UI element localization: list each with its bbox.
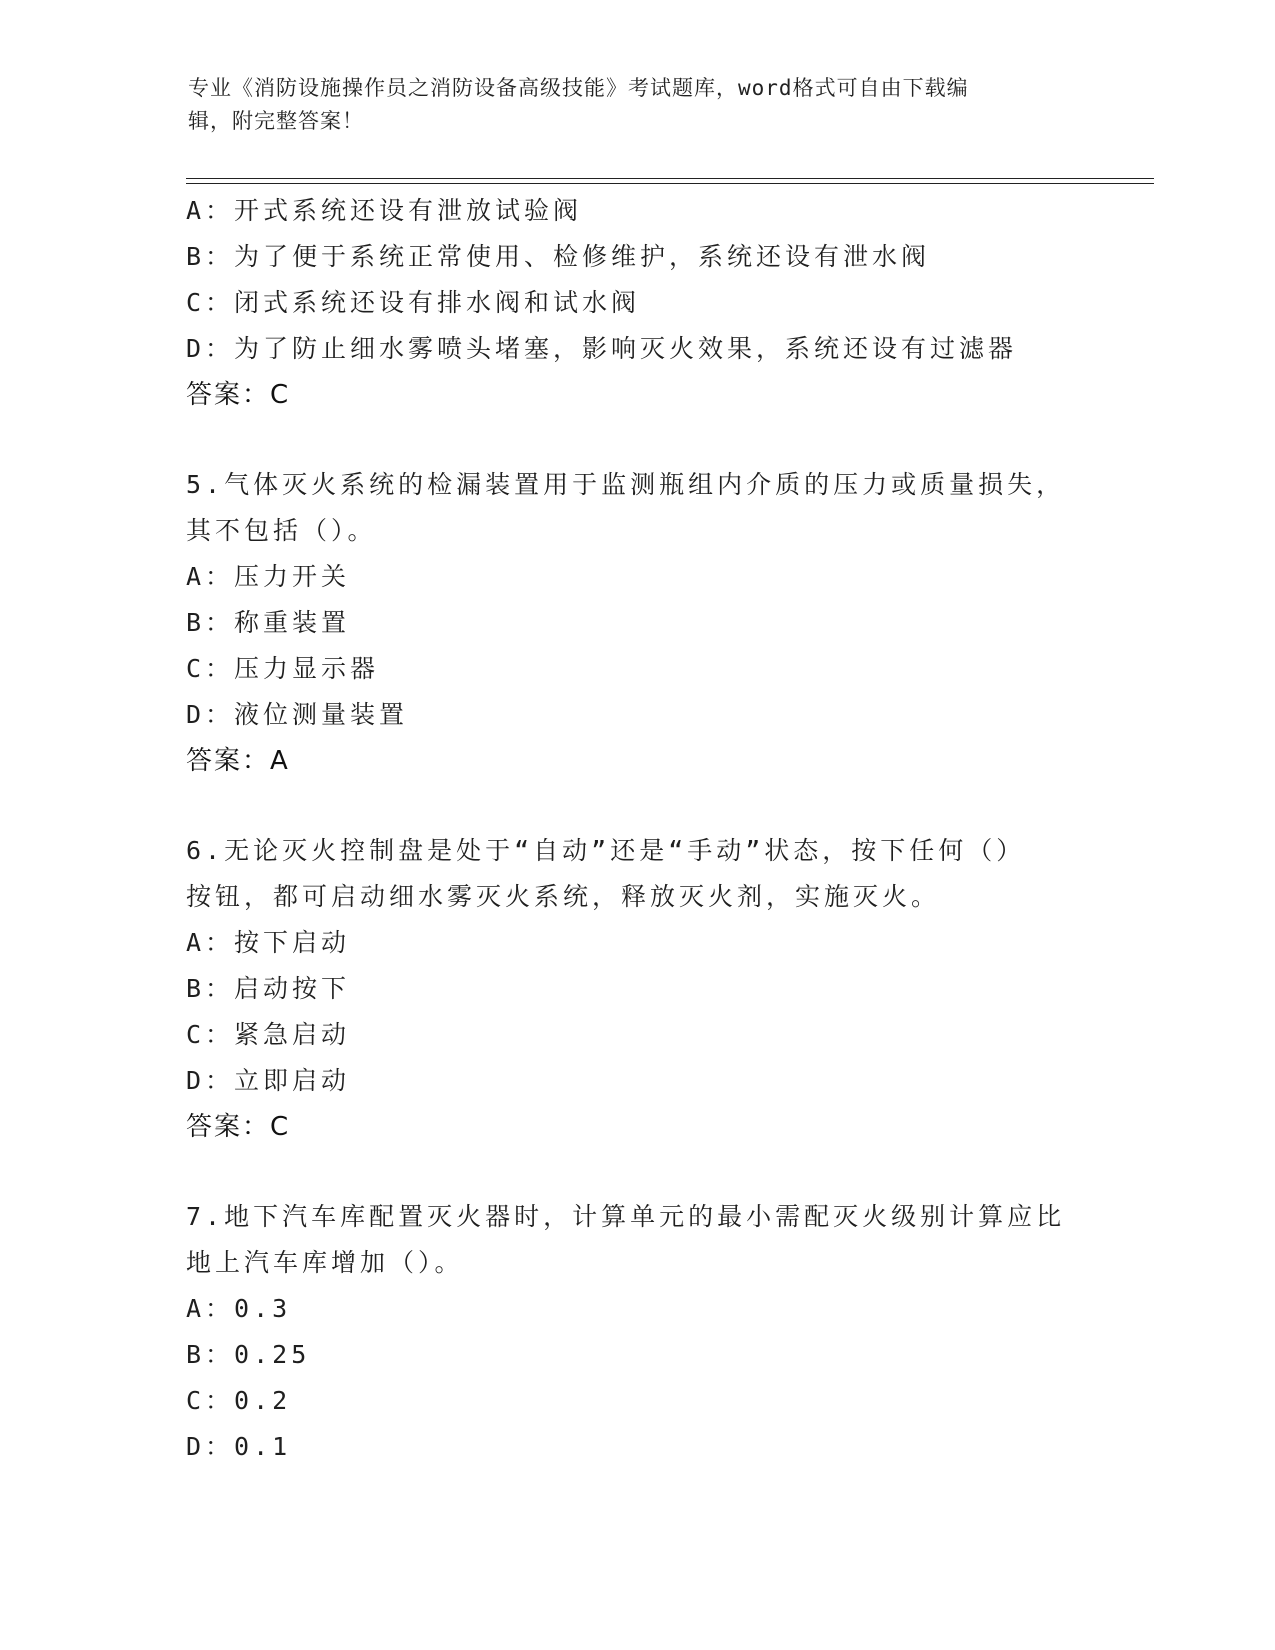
option-d: D：0.1: [186, 1432, 292, 1461]
header-divider-top: [186, 178, 1154, 179]
question-stem: 地上汽车库增加（）。: [186, 1248, 464, 1277]
answer: 答案：A: [186, 746, 290, 776]
answer: 答案：C: [186, 1112, 291, 1142]
option-d: D：为了防止细水雾喷头堵塞，影响灭火效果，系统还设有过滤器: [186, 334, 1018, 363]
option-b: B：为了便于系统正常使用、检修维护，系统还设有泄水阀: [186, 242, 931, 271]
option-b: B：0.25: [186, 1340, 311, 1369]
option-d: D：立即启动: [186, 1066, 351, 1095]
option-d: D：液位测量装置: [186, 700, 409, 729]
option-c: C：0.2: [186, 1386, 292, 1415]
question-content: [186, 188, 1086, 1470]
option-a: A：开式系统还设有泄放试验阀: [186, 196, 583, 225]
option-b: B：称重装置: [186, 608, 351, 637]
question-stem: 6.无论灭火控制盘是处于“自动”还是“手动”状态，按下任何（）: [186, 836, 1026, 865]
question-stem: 7.地下汽车库配置灭火器时，计算单元的最小需配灭火级别计算应比: [186, 1202, 1066, 1231]
option-c: C：压力显示器: [186, 654, 380, 683]
option-a: A：0.3: [186, 1294, 292, 1323]
question-block-6: [186, 828, 1086, 1150]
option-c: C：紧急启动: [186, 1020, 351, 1049]
document-header: [188, 72, 1088, 138]
question-block-7: [186, 1194, 1086, 1470]
header-line-2: 辑，附完整答案！: [188, 109, 364, 133]
question-block-4: [186, 188, 1086, 418]
header-line-1: 专业《消防设施操作员之消防设备高级技能》考试题库，word格式可自由下载编: [188, 76, 969, 100]
question-stem: 按钮，都可启动细水雾灭火系统，释放灭火剂，实施灭火。: [186, 882, 941, 911]
option-b: B：启动按下: [186, 974, 351, 1003]
spacer: [186, 784, 1086, 828]
header-divider-bottom: [186, 183, 1154, 184]
question-block-5: [186, 462, 1086, 784]
question-stem: 5.气体灭火系统的检漏装置用于监测瓶组内介质的压力或质量损失，: [186, 470, 1066, 499]
spacer: [186, 418, 1086, 462]
option-a: A：按下启动: [186, 928, 351, 957]
option-c: C：闭式系统还设有排水阀和试水阀: [186, 288, 641, 317]
option-a: A：压力开关: [186, 562, 351, 591]
question-stem: 其不包括（）。: [186, 516, 377, 545]
answer: 答案：C: [186, 380, 291, 410]
spacer: [186, 1150, 1086, 1194]
